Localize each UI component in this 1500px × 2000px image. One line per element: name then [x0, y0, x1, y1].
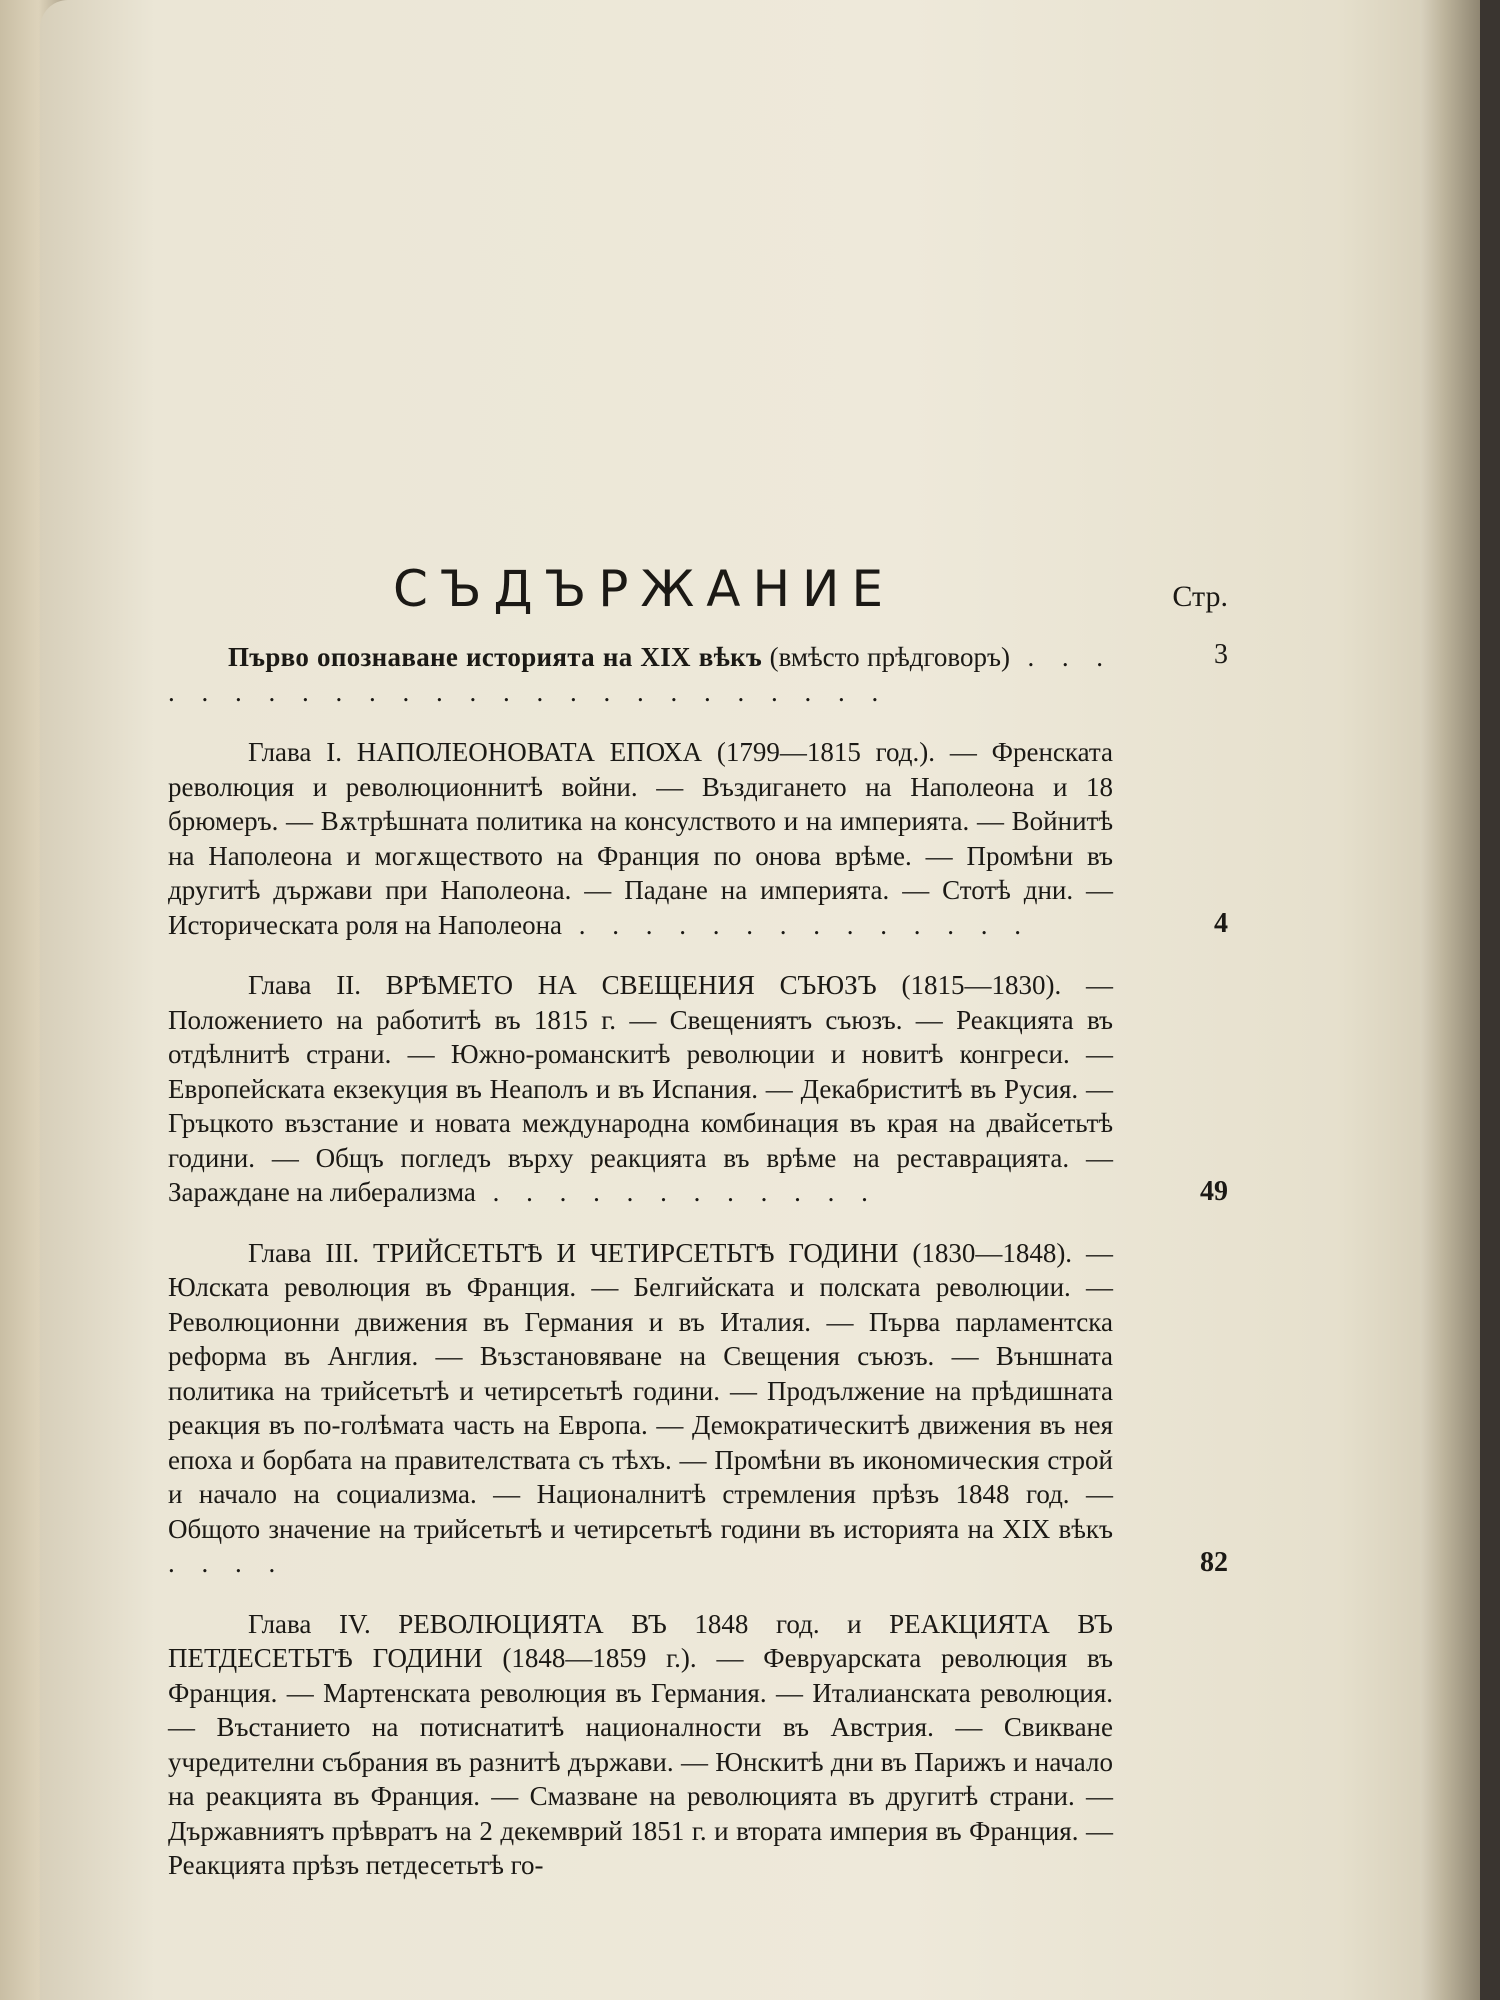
entry-text: [168, 1236, 1113, 1581]
page-number: 4: [1214, 908, 1228, 939]
toc-entry-chapter-4: [168, 1607, 1228, 1883]
toc-header: [168, 560, 1228, 640]
page-stack-edge: [1420, 0, 1480, 2000]
entry-text: [168, 1607, 1113, 1883]
toc-entry-chapter-3: [168, 1236, 1228, 1581]
dot-leader: . . . .: [168, 1548, 286, 1578]
entry-text: [168, 968, 1113, 1210]
entry-heading: Първо опознаване историята на XIX вѣкъ: [228, 642, 763, 672]
toc-entry-chapter-2: [168, 968, 1228, 1210]
dot-leader: . . . . . . . . . . . . . .: [562, 909, 1032, 940]
toc-entry-chapter-1: [168, 735, 1228, 942]
toc-entry-preface: [168, 640, 1228, 709]
entry-body: (вмѣсто прѣдговоръ): [762, 642, 1010, 672]
page-column-label: Стр.: [1172, 580, 1228, 613]
show-through-text: [220, 340, 1220, 420]
dot-leader: . . . . . . . . . . . .: [475, 1177, 878, 1207]
entry-heading: Глава III. ТРИЙСЕТЬТѢ И ЧЕТИРСЕТЬТѢ ГОДИНИ (1830—1848).: [248, 1237, 1073, 1268]
entry-text: [168, 640, 1113, 709]
entry-heading: Глава I. НАПОЛЕОНОВАТА ЕПОХА (1799—1815 год.).: [248, 737, 936, 767]
page-title: СЪДЪРЖАНИЕ: [393, 560, 896, 618]
page-number: 49: [1200, 1175, 1228, 1207]
dot-leader: . . . . . . . . . . . . . . . . . . . . . . . . .: [168, 642, 1113, 707]
entry-heading: Глава II. ВРѢМЕТО НА СВЕЩЕНИЯ СЪЮЗЪ (1815—1830).: [248, 970, 1062, 1000]
entry-body: — Юлската революция въ Франция. — Белгийската и полската революции. — Революционни движения въ Германия и въ Италия. — Първа парламентска реформа въ Англия. — Възстановяване на Свещения съюзъ. — Външната политика на трийсетьтѣ и четирсетьтѣ години. — Продължение на прѣдишната реакция въ по-голѣмата часть на Европа. — Демократическитѣ движения въ нея епоха и борбата на правителствата съ тѣхъ. — Промѣни въ икономическия строй и начало на социализма. — Националнитѣ стремления прѣзъ 1848 год. — Общото значение на трийсетьтѣ и четирсетьтѣ години въ историята на XIX вѣкъ: [168, 1237, 1114, 1544]
entry-heading: Глава IV. РЕВОЛЮЦИЯТА ВЪ 1848 год. и РЕАКЦИЯТА ВЪ ПЕТДЕСЕТЬТѢ ГОДИНИ (1848—1859 г.).: [168, 1608, 1113, 1673]
page-number: 82: [1200, 1546, 1228, 1578]
entry-body: — Положението на работитѣ въ 1815 г. — Свещениятъ съюзъ. — Реакцията въ отдѣлнитѣ страни. — Южно-романскитѣ революции и новитѣ конгреси. — Европейската екзекуция въ Неаполъ и въ Испания. — Декабриститѣ въ Русия. — Гръцкото възстание и новата международна комбинация въ края на двайсетьтѣ години. — Общъ погледъ върху реакцията въ врѣме на реставрацията. — Зараждане на либерализма: [168, 970, 1114, 1207]
entry-text: [168, 735, 1113, 942]
table-of-contents: [168, 560, 1228, 1909]
entry-body: — Френската революция и революционнитѣ войни. — Въздигането на Наполеона и 18 брюмеръ. — Вѫтрѣшната политика на консулството и на империята. — Войнитѣ на Наполеона и могѫществото на Франция по онова врѣме. — Промѣни въ другитѣ държави при Наполеона. — Падане на империята. — Стотѣ дни. — Историческата роля на Наполеона: [168, 737, 1114, 940]
entry-body: — Февруарската революция въ Франция. — Мартенската революция въ Германия. — Италианската революция. — Въстанието на потиснатитѣ националности въ Австрия. — Свикване учредителни събрания въ разнитѣ държави. — Юнскитѣ дни въ Парижъ и начало на реакцията въ Франция. — Смазване на революцията въ другитѣ страни. — Държавниятъ прѣвратъ на 2 декемврий 1851 г. и втората империя въ Франция. — Реакцията прѣзъ петдесетьтѣ го-: [168, 1643, 1113, 1880]
page-number: 3: [1214, 639, 1228, 670]
